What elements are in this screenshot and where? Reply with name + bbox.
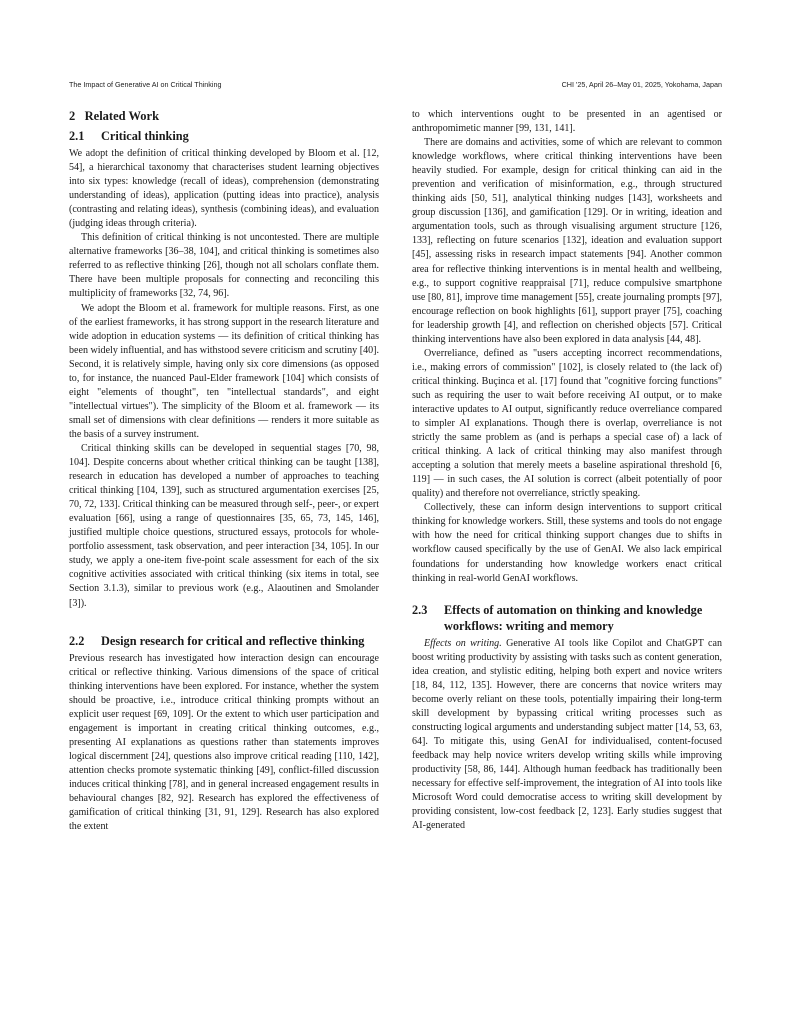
section-heading-related-work bbox=[69, 108, 379, 124]
paragraph: Critical thinking skills can be developed in sequential stages [70, 98, 104]. Despite concerns about whether critical thinking can be taught [138], research in education has developed a number of approaches to teaching critical thinking [104, 139], such as structured argumentation exercises [25, 70, 72, 133]. Critical thinking can be measured through self-, peer-, or expert evaluation [66], using a range of questionnaires [35, 65, 73, 145, 146], justified multiple choice questions, structured essays, protocols for whole-portfolio assessment, task observation, and peer interaction [34, 105]. In our study, we apply a one-item five-point scale assessment for each of the six cognitive activities associated with critical thinking (six items in total, see Section 3.1.3), similar to previous work (e.g., Alaoutinen and Smolander [3]). bbox=[69, 442, 379, 609]
paragraph: This definition of critical thinking is not uncontested. There are multiple alternative frameworks [36–38, 104], and critical thinking is sometimes also referred to as reflective thinking [26], though not all scholars conflate them. There have been multiple proposals for connecting and reconciling this multiplicity of frameworks [32, 74, 96]. bbox=[69, 232, 379, 300]
paragraph-body: Generative AI tools like Copilot and ChatGPT can boost writing productivity by assisting with tasks such as content generation, idea creation, and stylistic editing, helping both expert and novice writers [18, 84, 112, 135]. However, there are concerns that novice writers may become overly reliant on these tools, potentially impairing their long-term skill development by bypassing critical writing processes such as constructing logical arguments and understanding subject matter [14, 53, 63, 64]. To mitigate this, using GenAI for individualised, content-focused feedback may help novice writers develop writing skills while improving productivity [58, 86, 144]. Although human feedback has traditionally been necessary for effective self-improvement, the integration of AI into tools like Microsoft Word could democratise access to writing skill development by providing consistent, low-cost feedback [2, 123]. Early studies suggest that AI-generated bbox=[412, 637, 722, 832]
right-column bbox=[412, 108, 722, 833]
paragraph: Previous research has investigated how interaction design can encourage critical or reflective thinking. Various dimensions of the space of critical thinking interventions have been explored. For instance, whether the system should be proactive, i.e., introduce critical thinking prompts without an explicit user request [69, 109]. Or the extent to which user participation and engagement is important in creating critical thinking outcomes, e.g., presenting AI explanations as questions rather than statements improves logical discernment [24], questions also improve critical reading [110, 142], attention checks promote systematic thinking [49], conflict-filled discussion induces critical thinking [78], and in general increased engagement results in behavioural changes [82, 92]. Research has explored the effectiveness of gamification of critical thinking [31, 91, 129]. Research has also explored the extent bbox=[69, 652, 379, 833]
paragraph: Collectively, these can inform design interventions to support critical thinking for knowledge workers. Still, these systems and tools do not engage with how the need for critical thinking support changes due to shifts in workflow caused specifically by the use of GenAI. We also lack empirical foundations for understanding how knowledge workers enact critical thinking in real-world GenAI workflows. bbox=[412, 502, 722, 584]
paragraph: We adopt the Bloom et al. framework for multiple reasons. First, as one of the earliest frameworks, it has strong support in the research literature and wide adoption in education systems — its definition of critical thinking has been widely influential, and has withstood severe criticism and scrutiny [40]. Second, it is relatively simple, having only six core dimensions (as opposed to, for instance, the nuanced Paul-Elder framework [104] which consists of eight "elements of thought", ten "intellectual standards", and eight "intellectual virtues"). The simplicity of the Bloom et al. framework — its small set of dimensions with clear definitions — renders it more suitable as the basis of a survey instrument. bbox=[69, 302, 379, 440]
paragraph-effects-on-writing bbox=[412, 637, 722, 834]
subsection-number: 2.1 bbox=[69, 129, 85, 143]
run-in-heading: Effects on writing. bbox=[424, 637, 502, 649]
paragraph: Overreliance, defined as "users accepting incorrect recommendations, i.e., making errors of commission" [102], is closely related to (the lack of) critical thinking. Buçinca et al. [17] found that "cognitive forcing functions" such as requiring the user to wait before receiving AI output, or to make interactive updates to AI output, significantly reduce overreliance compared to simpler AI explanations. Though there is overlap, overreliance is not strictly the same problem as (and is perhaps a special case of) a lack of critical thinking. A lack of critical thinking may also manifest through accepting a solution that merely meets a baseline aspirational threshold [6, 119] — in such cases, the AI solution is correct (albeit potentially of poor quality) and therefore not overreliance, strictly speaking. bbox=[412, 347, 722, 500]
subsection-heading-critical-thinking bbox=[69, 128, 379, 144]
subsection-title: Effects of automation on thinking and knowledge workflows: writing and memory bbox=[444, 602, 703, 633]
subsection-number: 2.3 bbox=[412, 602, 428, 617]
running-header-venue: CHI '25, April 26–May 01, 2025, Yokohama, Japan bbox=[561, 80, 722, 89]
section-title: Related Work bbox=[84, 109, 160, 123]
subsection-title: Design research for critical and reflective thinking bbox=[101, 633, 365, 648]
paragraph: There are domains and activities, some of which are relevant to common knowledge workflows, where critical thinking interventions have been heavily studied. For example, design for critical thinking can aid in the prevention and verification of misinformation, e.g., through structured thinking aids [50, 51], analytical thinking nudges [143], worksheets and group discussion [136], and gamification [129]. Or in writing, ideation and argumentation tools, such as through visualising argument structure [126, 133], reflecting on future scenarios [132], ideation and evaluation support [45], assessing risks in research impact statements [94]. Another common area for reflective thinking interventions is in mental health and wellbeing, e.g., to support cognitive reappraisal [71], reduce compulsive smartphone use [80, 81], improve time management [55], create journaling prompts [97], encourage reflection on book highlights [61], support prayer [75], coaching for leadership growth [4], and reflection on cherished objects [57]. Critical thinking interventions have also been explored in data analysis [44, 48]. bbox=[412, 137, 722, 345]
subsection-heading-design-research bbox=[69, 633, 379, 649]
subsection-title: Critical thinking bbox=[101, 129, 189, 143]
subsection-heading-effects-of-automation bbox=[412, 602, 722, 634]
running-header-title: The Impact of Generative AI on Critical Thinking bbox=[69, 80, 222, 89]
section-number: 2 bbox=[69, 109, 76, 123]
paragraph: to which interventions ought to be presented in an agentised or anthropomimetic manner [99, 131, 141]. bbox=[412, 109, 722, 135]
left-column bbox=[69, 108, 379, 834]
running-header bbox=[69, 80, 722, 89]
paragraph: We adopt the definition of critical thinking developed by Bloom et al. [12, 54], a hierarchical taxonomy that characterises student learning objectives into six types: knowledge (recall of ideas), comprehension (demonstrating understanding of ideas), application (putting ideas into practice), analysis (contrasting and relating ideas), synthesis (combining ideas), and evaluation (judging ideas through criteria). bbox=[69, 148, 379, 230]
subsection-number: 2.2 bbox=[69, 633, 85, 648]
